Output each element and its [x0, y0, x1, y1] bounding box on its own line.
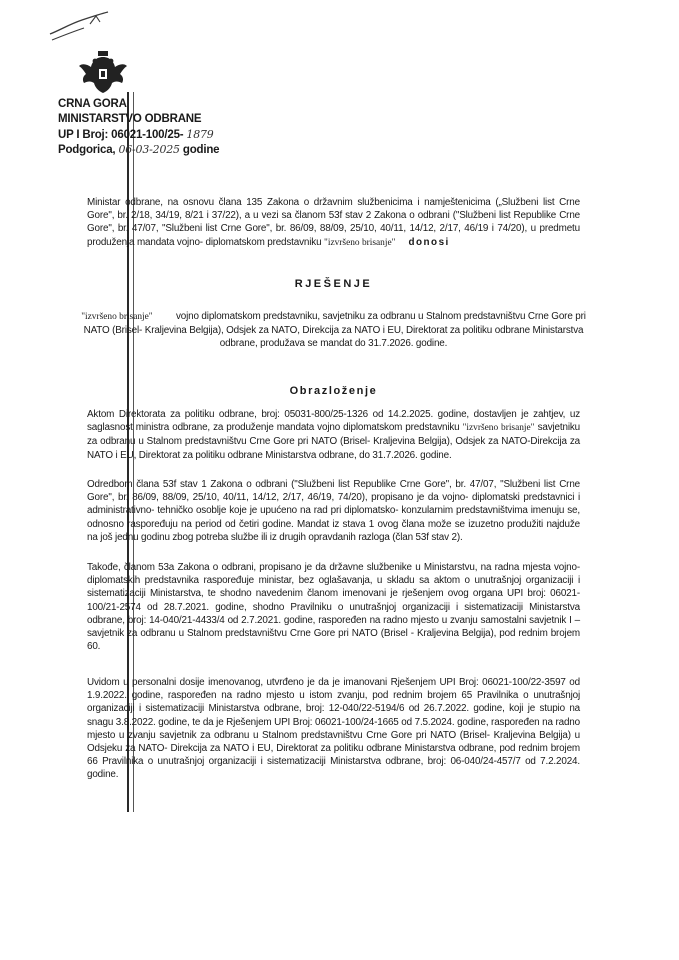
intro-redaction: "izvršeno brisanje"	[324, 237, 396, 248]
reasoning-paragraph-2: Odredbom člana 53f stav 1 Zakona o odbrani ("Službeni list Republike Crne Gore", br. 47/07, "Službeni list Crne Gore", br. 86/09, 88/09, 25/10, 40/11, 14/12, 2/17, 46/19, 74/20), propisano je da vojno- diplomatski predstavnici i administrativno- tehničko osoblje koje je upućeno na rad pri diplomatsko- konzularnim predstavništvima imenuju se, odnosno raspoređuju na period od četiri godine. Mandat iz stava 1 ovog člana može se izuzetno produžiti najduže na još jednu godinu zbog potreba službe ili iz drugih opravdanih razloga (član 53f stav 2).	[87, 479, 580, 543]
coat-of-arms-icon	[78, 50, 128, 94]
reasoning-title: Obrazloženje	[289, 385, 378, 397]
intro-verb: donosi	[408, 236, 450, 248]
reasoning-paragraph-1	[87, 408, 580, 462]
case-number-handwritten: 1879	[186, 128, 214, 141]
intro-text: Ministar odbrane, na osnovu člana 135 Zakona o državnim službenicima i namještenicima („Službeni list Crne Gore", br. 2/18, 34/19, 8/21 i 37/22), a u vezi sa članom 53f stav 2 Zakona o odbrani ("Službeni list Republike Crne Gore", br. 47/07, "Službeni list Crne Gore", br. 86/09, 88/09, 25/10, 40/11, 14/12, 2/17, 46/19 i 74/20), u predmetu produženja mandata vojno- diplomatskom predstavniku	[87, 197, 580, 248]
reasoning-p1-redaction: "izvršeno brisanje"	[462, 423, 535, 434]
case-number-label: UP I Broj: 06021-100/25-	[58, 129, 184, 141]
intro-paragraph	[87, 196, 580, 250]
decision-title: RJEŠENJE	[294, 278, 373, 290]
header-country: CRNA GORA	[58, 98, 127, 110]
header-ministry: MINISTARSTVO ODBRANE	[58, 113, 202, 125]
reasoning-p1-before: Aktom Direktorata za politiku odbrane, broj: 05031-800/25-1326 od 14.2.2025. godine, dostavljen je zahtjev, uz saglasnost ministra odbrane, za produženje mandata vojno diplomatskom predstavniku	[87, 409, 580, 434]
handwritten-mark-icon	[48, 10, 110, 44]
decision-text: vojno diplomatskom predstavniku, savjetniku za odbranu u Stalnom predstavništvu Crne Gore pri NATO (Brisel- Kraljevina Belgija), Odsjek za NATO, Direkcija za NATO i EU, Direktorat za politiku odbrane Ministarstva odbrane, produžava se mandat do 31.7.2026. godine.	[83, 311, 586, 350]
reasoning-paragraph-3: Takođe, članom 53a Zakona o odbrani, propisano je da državne službenike u Ministarstvu, na radna mjesta vojno-diplomatskih predstavnika raspoređuje ministar, bez oglašavanja, u skladu sa aktom o unutrašnjoj organizaciji i sistematizaciji Ministarstva, te shodno navedenim članom imenovani je rješenjem ovog organa UPI broj: 06021-100/21-2574 od 28.7.2021. godine, shodno Pravilniku o unutrašnjoj organizaciji i sistematizaciji Ministarstva odbrane, broj: 14-040/21-4433/4 od 2.7.2021. godine, raspoređen na radno mjesto u zvanju samostalni savjetnik I – savjetnik za odbranu u Stalnom predstavništvu Crne Gore pri NATO (Brisel - Kraljevina Belgija), pod rednim brojem 60.	[87, 562, 580, 653]
decision-paragraph	[80, 310, 587, 351]
date-handwritten: 06-03-2025	[118, 143, 180, 156]
place-label: Podgorica,	[58, 144, 116, 156]
date-suffix: godine	[182, 144, 220, 156]
reasoning-paragraph-4: Uvidom u personalni dosije imenovanog, utvrđeno je da je imanovani Rješenjem UPI Broj: 06021-100/22-3597 od 1.9.2022. godine, raspoređen na radno mjesto u istom zvanju, pod rednim brojem 65 Pravilnika o unutrašnjoj organizaciji i sistematizaciji Ministarstva odbrane, broj: 12-040/22-5194/6 od 26.7.2022. godine, koji je stupio na snagu 3.8.2022. godine, te da je Rješenjem UPI Broj: 06021-100/24-1665 od 7.5.2024. godine, raspoređen na radno mjesto u zvanju savjetnik za odbranu u Stalnom predstavništvu Crne Gore pri NATO (Brisel- Kraljevina Belgija) u Odsjeku za NATO- Direkcija za NATO i EU, Direktorat za politiku odbrane Ministarstva odbrane, pod rednim brojem 66 Pravilnika o unutrašnjoj organizaciji i sistematizaciji Ministarstva odbrane, broj: 06-040/24-457/7 od 7.2.2024. godine.	[87, 677, 580, 781]
header-case-number	[58, 128, 214, 141]
decision-redaction: "izvršeno brisanje"	[81, 312, 153, 322]
reasoning-p1-after: savjetniku za odbranu u Stalnom predstavništvu Crne Gore pri NATO (Brisel- Kraljevina Belgija), Odsjek za NATO-Direkcija za NATO i EU, Direktorat za politiku odbrane Ministarstva odbrane, do 31.7.2026. godine.	[87, 422, 581, 461]
header-date	[58, 143, 219, 156]
